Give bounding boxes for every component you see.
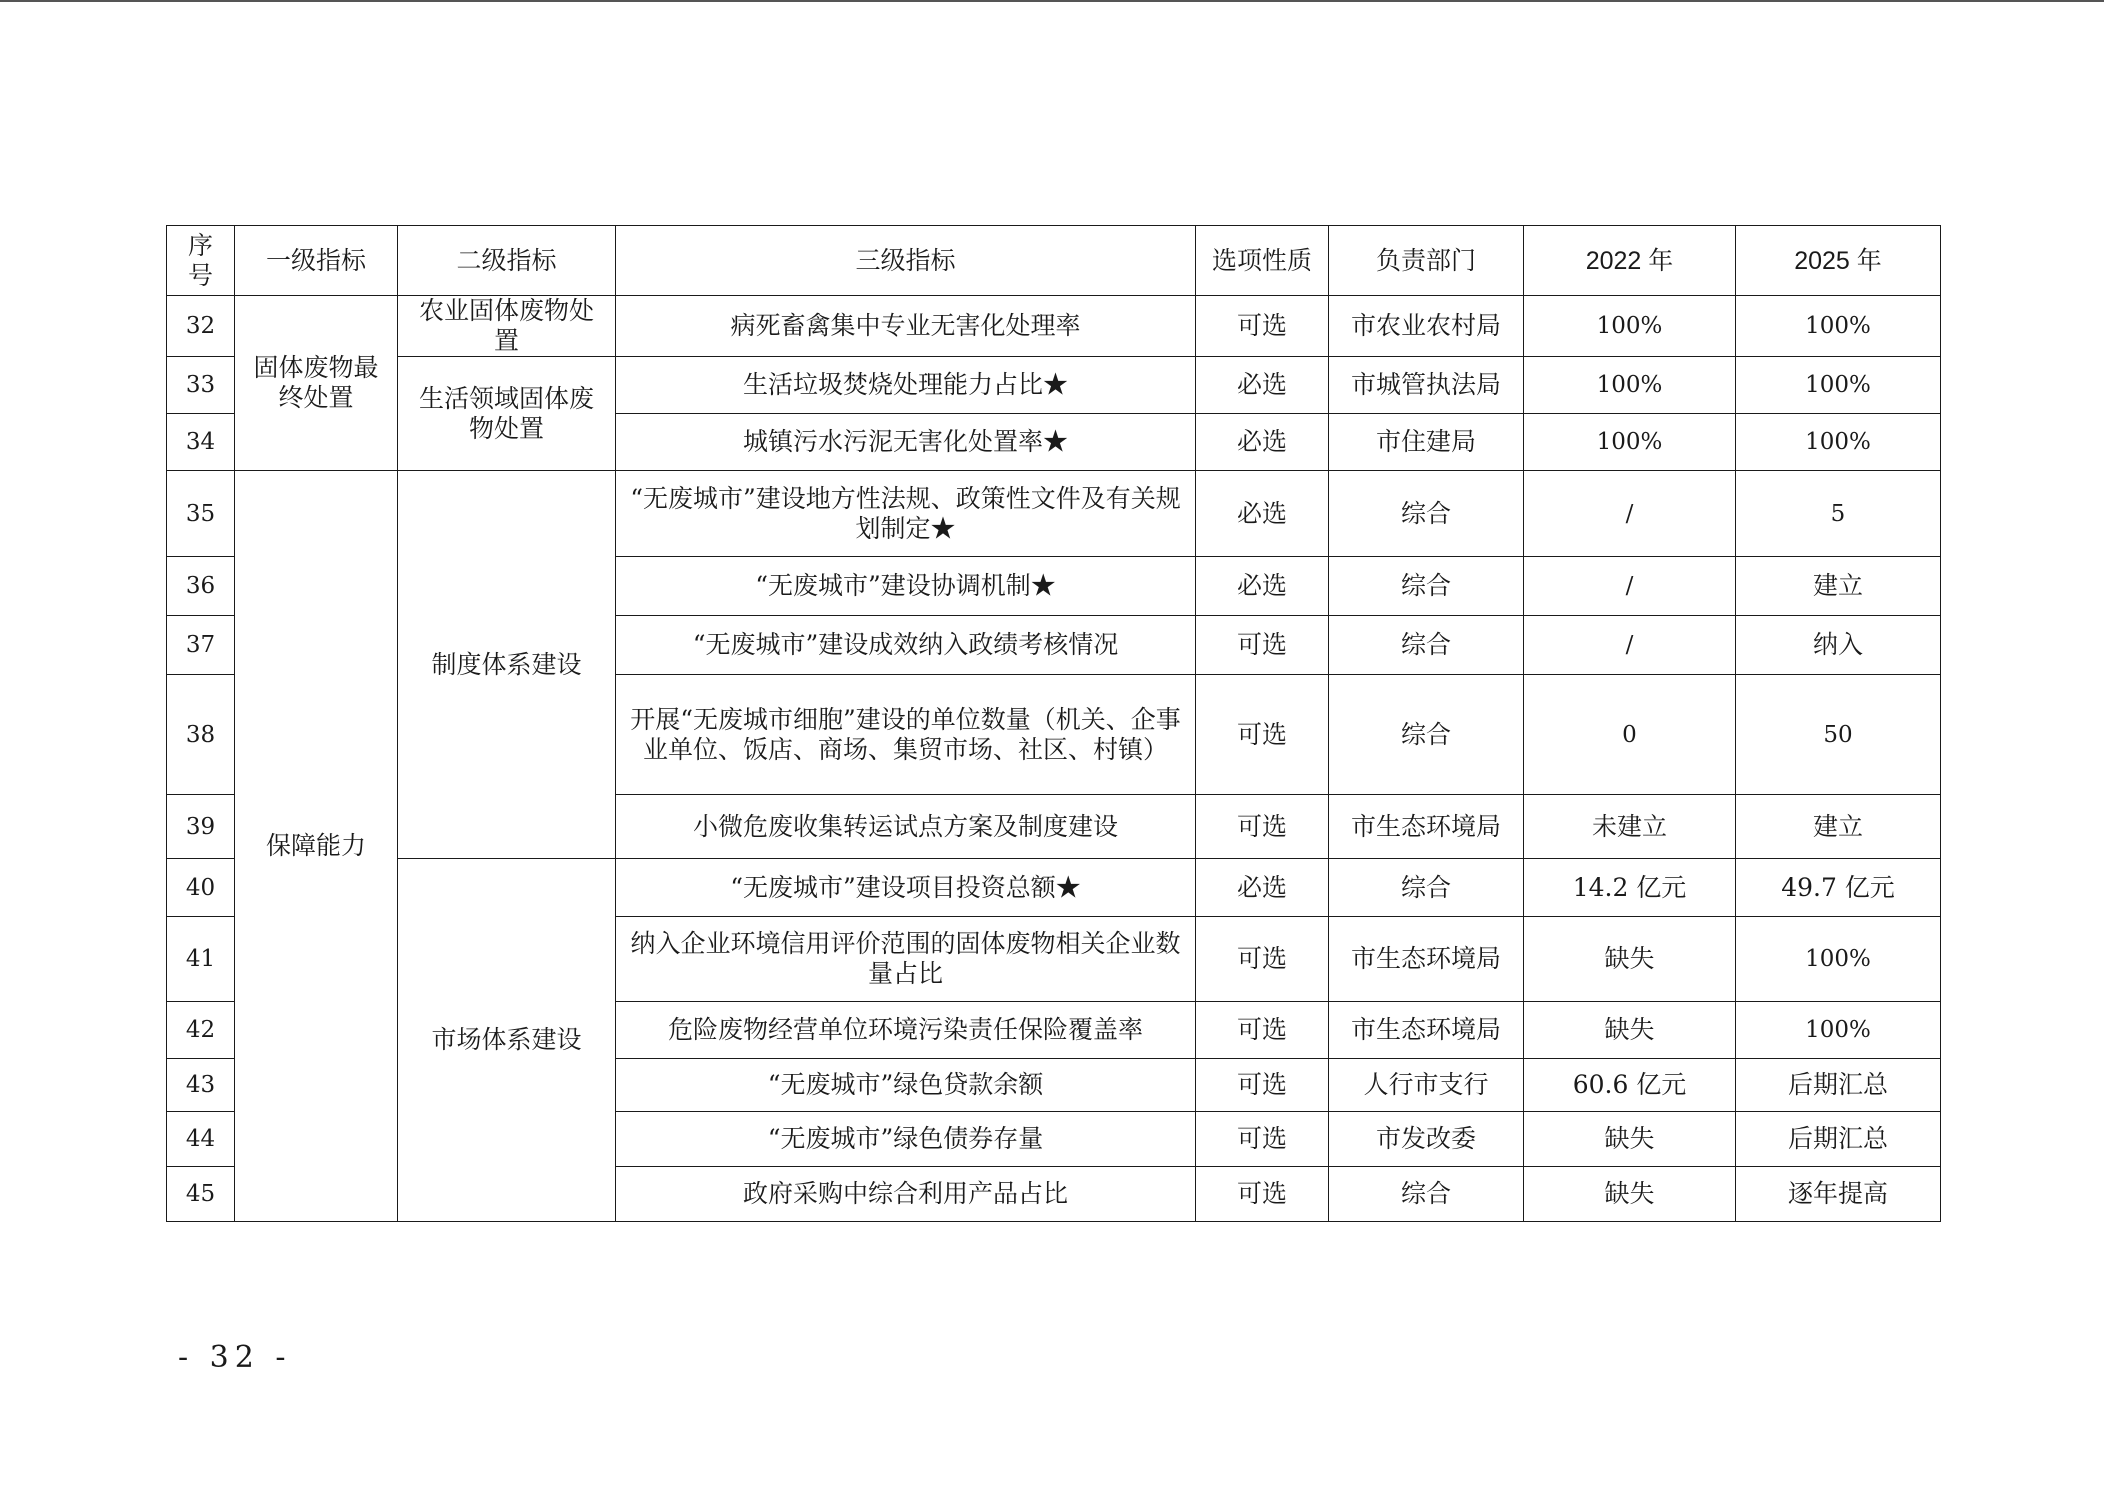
value-2022-cell: 缺失 <box>1524 1002 1736 1059</box>
tier2-cell: 制度体系建设 <box>398 471 616 859</box>
value-2022-cell: 缺失 <box>1524 917 1736 1002</box>
table-row <box>167 357 1941 414</box>
row-number: 35 <box>167 471 235 557</box>
row-number: 43 <box>167 1059 235 1112</box>
row-number: 32 <box>167 296 235 357</box>
table-header-row <box>167 226 1941 296</box>
nature-cell: 必选 <box>1196 414 1329 471</box>
table-row <box>167 471 1941 557</box>
tier3-cell: 开展“无废城市细胞”建设的单位数量（机关、企事业单位、饭店、商场、集贸市场、社区、村镇） <box>616 675 1196 795</box>
dept-cell: 市城管执法局 <box>1329 357 1524 414</box>
value-2022-cell: / <box>1524 616 1736 675</box>
tier3-cell: 病死畜禽集中专业无害化处理率 <box>616 296 1196 357</box>
dept-cell: 市生态环境局 <box>1329 917 1524 1002</box>
row-number: 41 <box>167 917 235 1002</box>
value-2025-cell: 49.7 亿元 <box>1736 859 1941 917</box>
tier1-cell: 保障能力 <box>235 471 398 1222</box>
nature-cell: 可选 <box>1196 1002 1329 1059</box>
table-row <box>167 296 1941 357</box>
row-number: 34 <box>167 414 235 471</box>
nature-cell: 可选 <box>1196 917 1329 1002</box>
dept-cell: 综合 <box>1329 471 1524 557</box>
row-number: 45 <box>167 1167 235 1222</box>
tier3-cell: “无废城市”建设地方性法规、政策性文件及有关规划制定★ <box>616 471 1196 557</box>
tier3-cell: “无废城市”绿色债券存量 <box>616 1112 1196 1167</box>
tier3-cell: 危险废物经营单位环境污染责任保险覆盖率 <box>616 1002 1196 1059</box>
value-2022-cell: / <box>1524 471 1736 557</box>
value-2022-cell: 14.2 亿元 <box>1524 859 1736 917</box>
nature-cell: 可选 <box>1196 616 1329 675</box>
tier2-cell: 农业固体废物处置 <box>398 296 616 357</box>
dept-cell: 市生态环境局 <box>1329 1002 1524 1059</box>
value-2025-cell: 50 <box>1736 675 1941 795</box>
tier3-cell: “无废城市”绿色贷款余额 <box>616 1059 1196 1112</box>
value-2022-cell: 未建立 <box>1524 795 1736 859</box>
tier2-cell: 生活领域固体废物处置 <box>398 357 616 471</box>
tier1-cell: 固体废物最终处置 <box>235 296 398 471</box>
row-number: 40 <box>167 859 235 917</box>
nature-cell: 必选 <box>1196 859 1329 917</box>
nature-cell: 可选 <box>1196 795 1329 859</box>
row-number: 44 <box>167 1112 235 1167</box>
row-number: 36 <box>167 557 235 616</box>
dept-cell: 市生态环境局 <box>1329 795 1524 859</box>
dept-cell: 市发改委 <box>1329 1112 1524 1167</box>
value-2025-cell: 建立 <box>1736 557 1941 616</box>
tier3-cell: 政府采购中综合利用产品占比 <box>616 1167 1196 1222</box>
nature-cell: 可选 <box>1196 1112 1329 1167</box>
value-2022-cell: 0 <box>1524 675 1736 795</box>
value-2025-cell: 5 <box>1736 471 1941 557</box>
tier3-cell: 生活垃圾焚烧处理能力占比★ <box>616 357 1196 414</box>
row-number: 42 <box>167 1002 235 1059</box>
row-number: 37 <box>167 616 235 675</box>
header-2022: 2022 年 <box>1524 226 1736 296</box>
nature-cell: 必选 <box>1196 471 1329 557</box>
nature-cell: 必选 <box>1196 357 1329 414</box>
value-2025-cell: 100% <box>1736 917 1941 1002</box>
value-2025-cell: 逐年提高 <box>1736 1167 1941 1222</box>
value-2022-cell: 100% <box>1524 296 1736 357</box>
value-2022-cell: 100% <box>1524 357 1736 414</box>
header-tier3: 三级指标 <box>616 226 1196 296</box>
page-number: - 32 - <box>178 1340 292 1375</box>
value-2025-cell: 100% <box>1736 1002 1941 1059</box>
tier3-cell: 城镇污水污泥无害化处置率★ <box>616 414 1196 471</box>
header-tier2: 二级指标 <box>398 226 616 296</box>
value-2022-cell: 缺失 <box>1524 1167 1736 1222</box>
dept-cell: 综合 <box>1329 675 1524 795</box>
header-nature: 选项性质 <box>1196 226 1329 296</box>
value-2022-cell: 缺失 <box>1524 1112 1736 1167</box>
dept-cell: 人行市支行 <box>1329 1059 1524 1112</box>
dept-cell: 综合 <box>1329 557 1524 616</box>
nature-cell: 可选 <box>1196 1167 1329 1222</box>
dept-cell: 综合 <box>1329 1167 1524 1222</box>
nature-cell: 可选 <box>1196 1059 1329 1112</box>
value-2025-cell: 100% <box>1736 414 1941 471</box>
tier3-cell: 纳入企业环境信用评价范围的固体废物相关企业数量占比 <box>616 917 1196 1002</box>
tier3-cell: “无废城市”建设协调机制★ <box>616 557 1196 616</box>
value-2025-cell: 建立 <box>1736 795 1941 859</box>
indicator-table <box>166 225 1941 1222</box>
value-2025-cell: 后期汇总 <box>1736 1059 1941 1112</box>
header-dept: 负责部门 <box>1329 226 1524 296</box>
value-2022-cell: 100% <box>1524 414 1736 471</box>
dept-cell: 市住建局 <box>1329 414 1524 471</box>
value-2022-cell: 60.6 亿元 <box>1524 1059 1736 1112</box>
tier3-cell: 小微危废收集转运试点方案及制度建设 <box>616 795 1196 859</box>
dept-cell: 综合 <box>1329 859 1524 917</box>
dept-cell: 综合 <box>1329 616 1524 675</box>
nature-cell: 必选 <box>1196 557 1329 616</box>
dept-cell: 市农业农村局 <box>1329 296 1524 357</box>
value-2025-cell: 后期汇总 <box>1736 1112 1941 1167</box>
row-number: 33 <box>167 357 235 414</box>
tier2-cell: 市场体系建设 <box>398 859 616 1222</box>
value-2025-cell: 100% <box>1736 296 1941 357</box>
nature-cell: 可选 <box>1196 296 1329 357</box>
value-2025-cell: 纳入 <box>1736 616 1941 675</box>
tier3-cell: “无废城市”建设成效纳入政绩考核情况 <box>616 616 1196 675</box>
header-tier1: 一级指标 <box>235 226 398 296</box>
nature-cell: 可选 <box>1196 675 1329 795</box>
row-number: 39 <box>167 795 235 859</box>
table-row <box>167 859 1941 917</box>
row-number: 38 <box>167 675 235 795</box>
value-2022-cell: / <box>1524 557 1736 616</box>
header-seq: 序号 <box>167 226 235 296</box>
value-2025-cell: 100% <box>1736 357 1941 414</box>
header-2025: 2025 年 <box>1736 226 1941 296</box>
page-top-border <box>0 0 2104 2</box>
tier3-cell: “无废城市”建设项目投资总额★ <box>616 859 1196 917</box>
